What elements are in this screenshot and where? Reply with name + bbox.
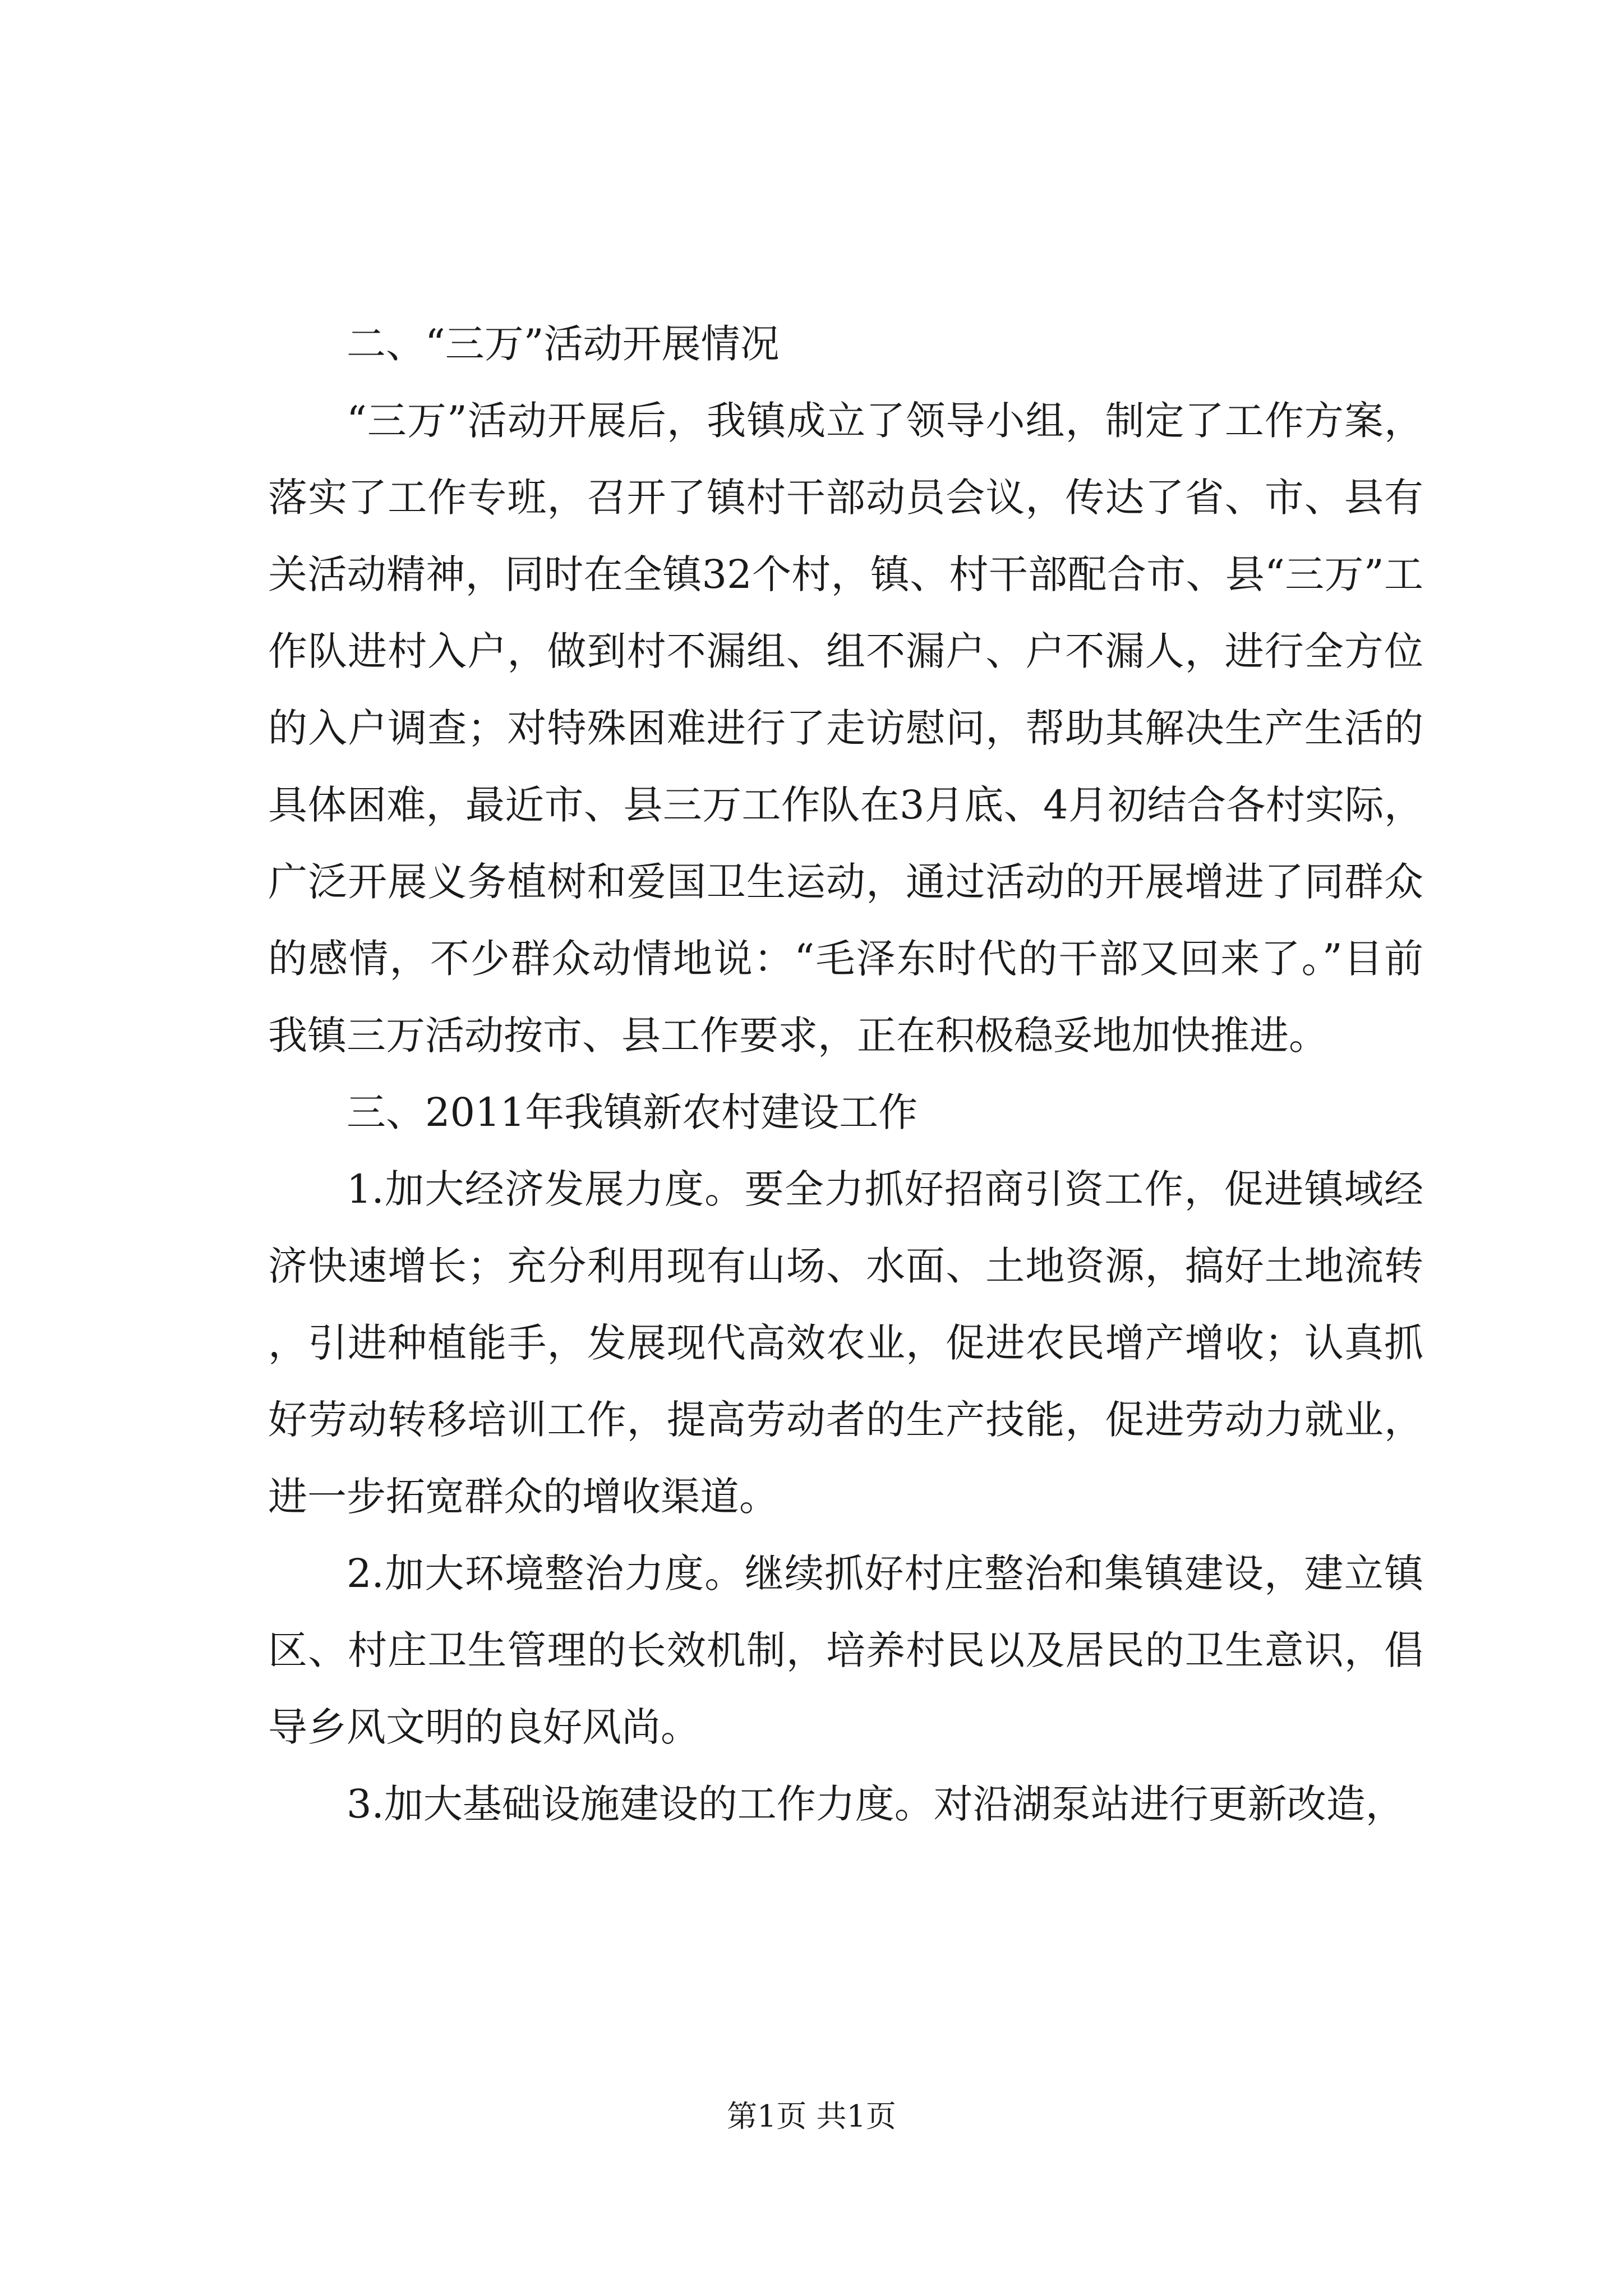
section-heading-activity: 二、“三万”活动开展情况 <box>347 321 780 367</box>
paragraph-infrastructure: 3.加大基础设施建设的工作力度。对沿湖泵站进行更新改造， <box>347 1781 1405 1827</box>
paragraph-economic-development: 1.加大经济发展力度。要全力抓好招商引资工作，促进镇域经济快速增长；充分利用现有山场、水面、土地资源，搞好土地流转，引进种植能手，发展现代高效农业，促进农民增产增收；认真抓好劳动转移培训工作，提高劳动者的生产技能，促进劳动力就业，进一步拓宽群众的增收渠道。 <box>268 1166 1423 1520</box>
document-body <box>268 306 1423 1843</box>
paragraph-activity-summary: “三万”活动开展后，我镇成立了领导小组，制定了工作方案，落实了工作专班，召开了镇村干部动员会议，传达了省、市、县有关活动精神，同时在全镇32个村，镇、村干部配合市、县“三万”工作队进村入户，做到村不漏组、组不漏户、户不漏人，进行全方位的入户调查；对特殊困难进行了走访慰问，帮助其解决生产生活的具体困难，最近市、县三万工作队在3月底、4月初结合各村实际，广泛开展义务植树和爱国卫生运动，通过活动的开展增进了同群众的感情，不少群众动情地说：“毛泽东时代的干部又回来了。”目前我镇三万活动按市、县工作要求，正在积极稳妥地加快推进。 <box>268 398 1423 1059</box>
paragraph-environment-improvement: 2.加大环境整治力度。继续抓好村庄整治和集镇建设，建立镇区、村庄卫生管理的长效机制，培养村民以及居民的卫生意识，倡导乡风文明的良好风尚。 <box>268 1550 1423 1750</box>
page-footer: 第1页 共1页 <box>727 2099 896 2134</box>
section-heading-rural-construction: 三、2011年我镇新农村建设工作 <box>347 1089 918 1135</box>
